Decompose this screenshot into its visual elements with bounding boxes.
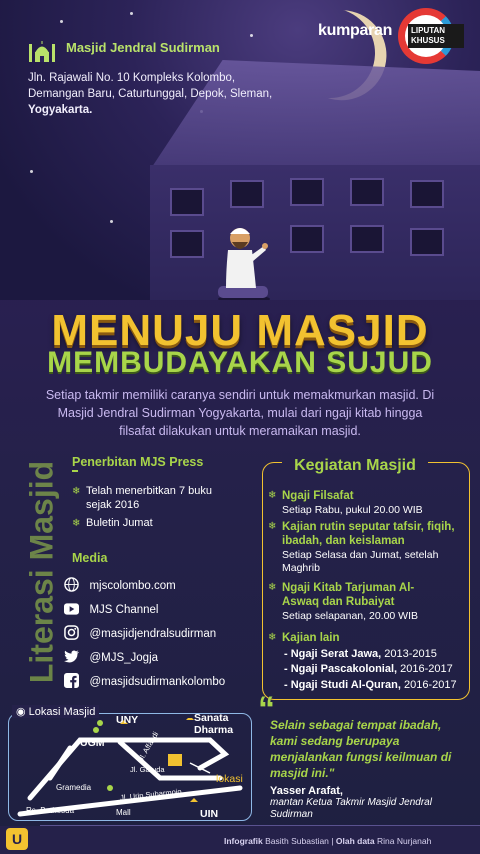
map-label-affandi: Jl. Affandi xyxy=(136,730,161,763)
map-dot xyxy=(93,727,99,733)
quote-role: mantan Ketua Takmir Masjid Jendral Sudirman xyxy=(270,797,432,820)
star xyxy=(130,12,133,15)
sanata-icon xyxy=(186,718,194,720)
kajian-years: 2016-2017 xyxy=(397,663,453,675)
bullet-icon: ❄ xyxy=(268,521,277,532)
window xyxy=(290,225,324,253)
credit-separator: | xyxy=(331,836,334,846)
media-text: @masjidjendralsudirman xyxy=(89,628,217,640)
map-pin-icon: ◉ xyxy=(16,706,26,718)
star xyxy=(30,170,33,173)
footer-credits xyxy=(224,836,431,846)
youtube-icon xyxy=(64,603,79,615)
media-text: MJS Channel xyxy=(89,604,159,616)
map-heading xyxy=(12,705,99,718)
press-item: Telah menerbitkan 7 buku sejak 2016 xyxy=(86,485,212,511)
media-text: @masjidsudirmankolombo xyxy=(89,676,226,688)
map-label-ugm: UGM xyxy=(80,737,105,749)
address-line: Jln. Rajawali No. 10 Kompleks Kolombo, Demangan Baru, Caturtunggal, Depok, Sleman, xyxy=(28,72,273,100)
kajian-name: - Ngaji Studi Al-Quran, xyxy=(284,679,401,691)
credit-label: Infografik xyxy=(224,836,263,846)
title-line-1: MENUJU MASJID xyxy=(51,306,429,355)
map-label-garuda: Jl. Garuda xyxy=(130,765,165,774)
instagram-icon xyxy=(64,625,79,640)
media-item-twitter[interactable] xyxy=(64,648,158,666)
map-label-lokasi: lokasi xyxy=(216,773,243,785)
map-label-urip: Jl. Urip Suharmojo xyxy=(119,786,183,803)
window xyxy=(410,180,444,208)
kegiatan-item-title: Ngaji Kitab Tarjuman Al-Aswaq dan Rubaiyat xyxy=(282,582,415,608)
map-heading-text: Lokasi Masjid xyxy=(28,706,96,718)
footer-divider xyxy=(40,825,480,826)
map-dot xyxy=(97,720,103,726)
kajian-name: - Ngaji Pascakolonial, xyxy=(284,663,398,675)
map-label-uny: UNY xyxy=(116,714,139,726)
kegiatan-item-detail: Setiap Rabu, pukul 20.00 WIB xyxy=(282,504,423,516)
star xyxy=(110,220,113,223)
title-line-2: MEMBUDAYAKAN SUJUD xyxy=(47,346,433,379)
kegiatan-item-title: Kajian lain xyxy=(282,632,340,644)
bullet-icon: ❄ xyxy=(268,582,277,593)
media-text: @MJS_Jogja xyxy=(89,652,159,664)
vertical-title xyxy=(18,452,66,692)
window xyxy=(350,178,384,206)
media-item-website[interactable] xyxy=(64,576,176,594)
window xyxy=(350,225,384,253)
kumparan-u-logo-icon: U xyxy=(6,828,28,850)
quote-author: Yasser Arafat, xyxy=(270,785,343,797)
quote-icon: “ xyxy=(258,690,275,728)
mosque-logo-icon xyxy=(28,38,56,64)
window xyxy=(230,180,264,208)
kegiatan-item-title: Kajian rutin seputar tafsir, fiqih, ibadah, dan keislaman xyxy=(282,521,455,547)
kajian-lain-item xyxy=(284,648,437,660)
map-label-bethesda: Rs. Bethesda xyxy=(26,806,75,815)
mosque-address xyxy=(28,70,278,118)
vertical-title-text: Literasi Masjid xyxy=(23,460,60,684)
map-label-sanata-dharma: Sanata Dharma xyxy=(194,712,234,736)
kumparan-logo: kumparan xyxy=(318,22,393,39)
kegiatan-heading: Kegiatan Masjid xyxy=(282,453,428,479)
media-heading: Media xyxy=(72,551,108,565)
address-city: Yogyakarta. xyxy=(28,104,93,116)
intro-text: Setiap takmir memiliki caranya sendiri untuk memakmurkan masjid. Di Masjid Jendral Sudirman Yogyakarta, mulai dari ngaji kitab hingga filsafat dilakukan untuk meramaikan masjid. xyxy=(45,388,435,438)
twitter-icon xyxy=(64,650,79,663)
map-label-uin: UIN xyxy=(200,808,219,820)
kajian-years: 2013-2015 xyxy=(381,648,437,660)
facebook-icon xyxy=(64,673,79,688)
credit-name: Basith Subastian xyxy=(265,836,329,846)
window xyxy=(410,228,444,256)
kajian-lain-item xyxy=(284,663,453,675)
bullet-icon: ❄ xyxy=(268,632,277,643)
bullet-icon: ❄ xyxy=(72,486,81,497)
map-label-gramedia: Gramedia xyxy=(56,783,92,792)
liputan-khusus-badge xyxy=(398,8,464,64)
bullet-icon: ❄ xyxy=(268,490,277,501)
mosque-name: Masjid Jendral Sudirman xyxy=(66,40,220,55)
press-heading: Penerbitan MJS Press xyxy=(72,455,204,469)
mosque-marker-icon xyxy=(168,754,182,766)
praying-person-illustration xyxy=(214,208,274,300)
star xyxy=(60,20,63,23)
window xyxy=(170,230,204,258)
map-dot xyxy=(107,785,113,791)
credit-name: Rina Nurjanah xyxy=(376,836,432,846)
bullet-icon: ❄ xyxy=(72,518,81,529)
badge-label: LIPUTAN KHUSUS xyxy=(408,24,464,48)
kegiatan-item-title: Ngaji Filsafat xyxy=(282,490,354,502)
kegiatan-item-detail: Setiap selapanan, 20.00 WIB xyxy=(282,610,419,622)
star xyxy=(250,34,253,37)
kajian-name: - Ngaji Serat Jawa, xyxy=(284,648,382,660)
kegiatan-item-detail: Setiap Selasa dan Jumat, setelah Maghrib xyxy=(282,549,439,574)
window xyxy=(290,178,324,206)
uin-icon xyxy=(190,798,198,802)
media-item-facebook[interactable] xyxy=(64,672,225,690)
quote-text: Selain sebagai tempat ibadah, kami sedang berupaya menjalankan fungsi keilmuan di masjid ini." xyxy=(270,718,452,780)
press-item: Buletin Jumat xyxy=(86,517,153,529)
kajian-lain-item xyxy=(284,679,457,691)
globe-icon xyxy=(64,577,79,592)
window xyxy=(170,188,204,216)
kajian-years: 2016-2017 xyxy=(400,679,457,691)
credit-label: Olah data xyxy=(335,836,375,846)
media-item-youtube[interactable] xyxy=(64,600,159,618)
media-item-instagram[interactable] xyxy=(64,624,216,642)
media-text: mjscolombo.com xyxy=(89,580,176,592)
map-label-mall: Mall xyxy=(116,808,131,817)
heading-underline xyxy=(72,470,78,472)
